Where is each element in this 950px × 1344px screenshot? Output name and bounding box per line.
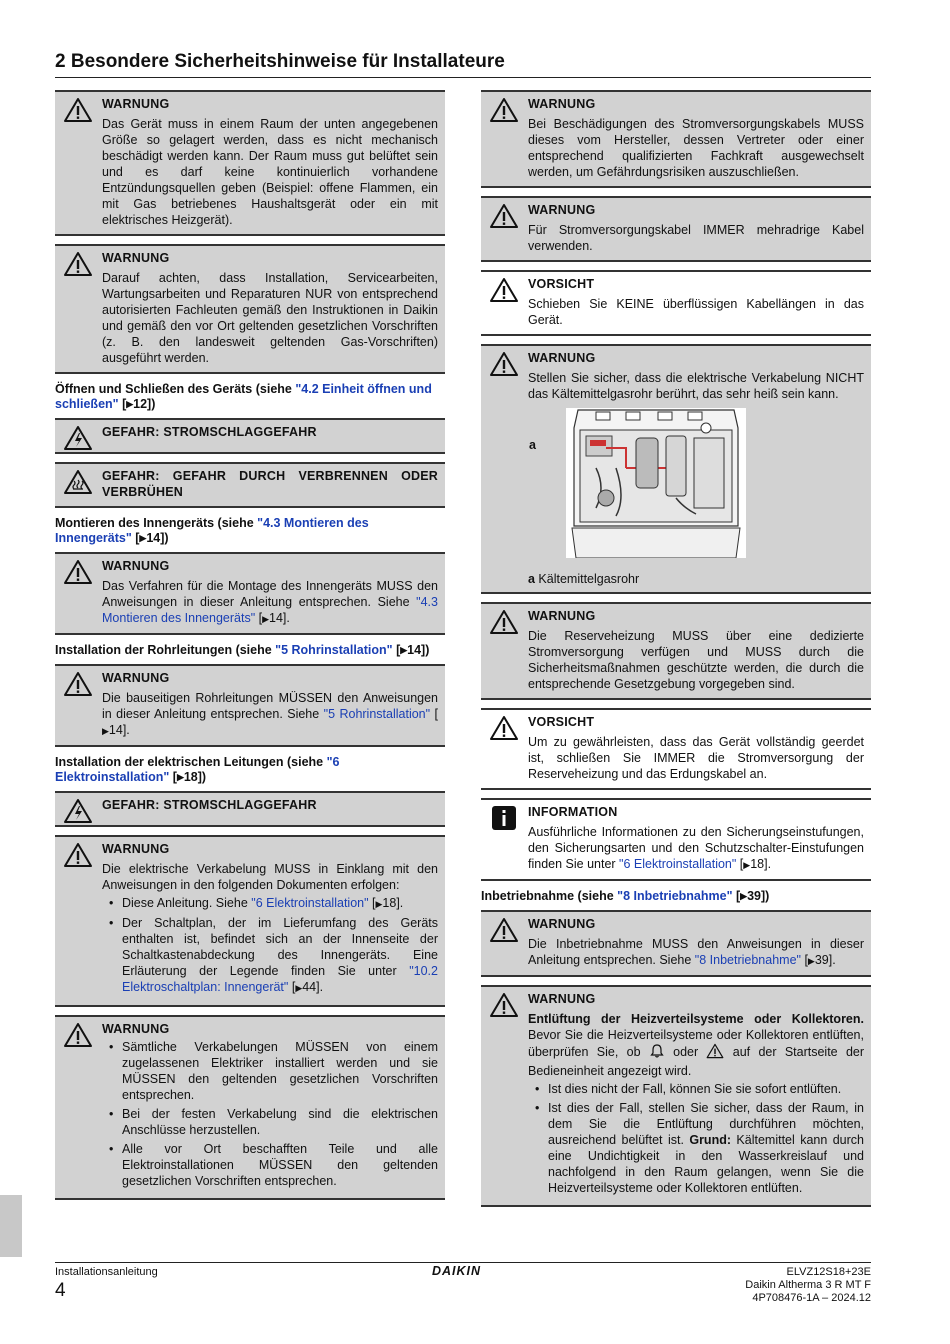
page-number: 4 (55, 1280, 66, 1301)
information-icon (489, 805, 519, 831)
warning-text: Die elektrische Verkabelung MUSS in Einklang mit den Anweisungen in den folgenden Dokumenten erfolgen: (102, 862, 438, 893)
warning-icon (489, 609, 519, 635)
figure-label: a (529, 438, 536, 452)
list-item: • Ist dies nicht der Fall, können Sie sie sofort entlüften. (548, 1081, 864, 1097)
warning-box (481, 985, 871, 1207)
danger-heading: GEFAHR: GEFAHR DURCH VERBRENNEN ODER VERBRÜHEN (102, 469, 438, 500)
figure-caption: a Kältemittelgasrohr (528, 572, 640, 586)
caution-heading: VORSICHT (528, 277, 595, 291)
section-heading-commissioning: Inbetriebnahme (siehe "8 Inbetriebnahme" [▶39]) (481, 888, 770, 903)
footer-document-info (745, 1266, 871, 1305)
footer-product: Daikin Altherma 3 R MT F (745, 1279, 871, 1291)
bullet-list (102, 1039, 438, 1189)
page-ref-icon: ▶ (262, 614, 270, 625)
page-ref-icon: ▶ (295, 982, 303, 993)
electric-shock-icon (63, 798, 93, 824)
warning-icon (63, 1022, 93, 1048)
electric-shock-icon (63, 425, 93, 451)
warning-icon (489, 917, 519, 943)
warning-icon (63, 671, 93, 697)
warning-icon (63, 251, 93, 277)
section-heading-electrical: Installation der elektrischen Leitungen (siehe "6 Elektroinstallation" [▶18]) (55, 755, 340, 785)
warning-icon (489, 992, 519, 1018)
danger-heading: GEFAHR: STROMSCHLAGGEFAHR (102, 425, 317, 440)
list-item: • Ist dies der Fall, stellen Sie sicher, dass der Raum, in dem Sie die Entlüftung durchführen möchten, ausreichend belüftet ist. Grund: Kältemittel kann durch eine Undichtigkeit in den Wasserkreislauf und nachfolgend in den Raum gelangen, wenn Sie die Heizverteilsysteme oder Kollektoren entlüften. (548, 1100, 864, 1196)
warning-box (55, 244, 445, 374)
warning-text: Die Inbetriebnahme MUSS den Anweisungen in dieser Anleitung entsprechen. Siehe "8 Inbetriebnahme" [▶39]. (528, 936, 864, 967)
link-electrical[interactable]: "6 Elektroinstallation" (619, 857, 737, 871)
link-commissioning[interactable]: "8 Inbetriebnahme" (694, 952, 801, 967)
warning-icon (63, 842, 93, 868)
warning-heading: WARNUNG (102, 559, 170, 574)
information-text: Ausführliche Informationen zu den Sicherungseinstufungen, den Sicherungsarten und den Schutzschalter-Einstufungen finden Sie unter "6 Elektroinstallation" [▶18]. (528, 825, 864, 871)
link-wiring-diagram[interactable]: "10.2 Elektroschaltplan: Innengerät" (122, 963, 438, 994)
warning-box (481, 90, 871, 188)
page-ref-icon: ▶ (400, 645, 408, 656)
danger-box (55, 462, 445, 508)
section-heading-piping: Installation der Rohrleitungen (siehe "5 Rohrinstallation" [▶14]) (55, 643, 430, 658)
caution-text: Schieben Sie KEINE überflüssigen Kabellängen in das Gerät. (528, 297, 864, 327)
left-column (55, 90, 445, 1208)
link-piping[interactable]: "5 Rohrinstallation" (275, 643, 393, 658)
footer-divider (55, 1262, 871, 1263)
list-item: • Bei der festen Verkabelung sind die elektrischen Anschlüsse herzustellen. (122, 1106, 438, 1138)
page-ref-icon: ▶ (375, 898, 383, 909)
warning-icon (489, 97, 519, 123)
warning-box (481, 196, 871, 262)
warning-icon (63, 97, 93, 123)
list-item: • Der Schaltplan, der im Lieferumfang des Geräts enthalten ist, befindet sich an der Innenseite der Schaltkastenabdeckung des Innengeräts. Eine Erläuterung der Legende finden Sie unter "10.2 Elektroschaltplan: Innengerät" [▶44]. (122, 915, 438, 996)
footer-doc-type: Installationsanleitung (55, 1266, 158, 1278)
list-item: • Alle vor Ort beschafften Teile und alle Elektroinstallationen MÜSSEN den geltenden gesetzlichen Vorschriften entsprechen. (122, 1141, 438, 1189)
warning-text: Die Reserveheizung MUSS über eine dedizierte Stromversorgung verfügen und MUSS durch die Sicherheitsmaßnahmen geschützte werden, die durch die entsprechende Gesetzgebung vorgegeben sind. (528, 629, 864, 691)
warning-heading: WARNUNG (528, 351, 596, 365)
caution-icon (489, 277, 519, 303)
warning-heading: WARNUNG (528, 916, 596, 931)
link-commissioning[interactable]: "8 Inbetriebnahme" (617, 888, 733, 903)
warning-heading: WARNUNG (102, 1021, 170, 1036)
warning-text: Das Verfahren für die Montage des Innengeräts MUSS den Anweisungen in dieser Anleitung entsprechen. Siehe "4.3 Montieren des Innengeräts" [▶14]. (102, 579, 438, 626)
unit-figure (528, 408, 864, 568)
page-ref-icon: ▶ (126, 399, 134, 410)
link-open-close[interactable]: "4.2 Einheit öffnen und schließen" (55, 382, 432, 411)
warning-box (481, 602, 871, 700)
warning-box (55, 90, 445, 236)
warning-text: Stellen Sie sicher, dass die elektrische Verkabelung NICHT das Kältemittelgasrohr berührt, das sehr heiß sein kann. (528, 371, 864, 401)
warning-heading: WARNUNG (528, 97, 596, 111)
warning-box (481, 910, 871, 977)
page-ref-icon: ▶ (102, 726, 109, 737)
warning-icon (489, 351, 519, 377)
warning-text: Das Gerät muss in einem Raum der unten angegebenen Größe so gelagert werden, dass es nicht mechanisch beschädigt werden kann. Der Raum muss gut belüftet sein und es darf keine kontinuierlich vorhandene Entzündungsquellen geben (Beispiel: offene Flammen, ein mit Gas betriebenes Haushaltsgerät oder ein mit elektrisches Heizgerät). (102, 117, 438, 227)
caution-box (481, 708, 871, 790)
link-electrical[interactable]: "6 Elektroinstallation" (251, 896, 369, 911)
caution-icon (489, 715, 519, 741)
warning-box (481, 344, 871, 594)
warning-icon (63, 559, 93, 585)
caution-text: Um zu gewährleisten, dass das Gerät vollständig geerdet ist, schließen Sie IMMER die Stromversorgung der Reserveheizung und das Erdungskabel an. (528, 735, 864, 781)
danger-box (55, 791, 445, 827)
bell-icon (649, 1043, 665, 1063)
information-heading: INFORMATION (528, 805, 618, 819)
warning-text: Entlüftung der Heizverteilsysteme oder Kollektoren. Bevor Sie die Heizverteilsysteme oder Kollektoren entlüften, überprüfen Sie, ob oder auf der Startseite der Bedieneinheit angezeigt wird. (528, 1011, 865, 1078)
bullet-list (528, 1081, 864, 1196)
page-ref-icon: ▶ (743, 859, 751, 870)
page-ref-icon: ▶ (176, 772, 184, 783)
warning-text: Für Stromversorgungskabel IMMER mehradrige Kabel verwenden. (528, 223, 864, 253)
link-mount[interactable]: "4.3 Montieren des Innengeräts" (102, 595, 438, 626)
page-ref-icon: ▶ (139, 533, 147, 544)
section-heading-mount: Montieren des Innengeräts (siehe "4.3 Montieren des Innengeräts" [▶14]) (55, 516, 369, 546)
warning-box (55, 664, 445, 747)
warning-box (55, 835, 445, 1006)
caution-box (481, 270, 871, 336)
caution-heading: VORSICHT (528, 715, 595, 729)
warning-heading: WARNUNG (528, 203, 596, 217)
brand-logo: DAIKIN (432, 1264, 482, 1278)
hot-surface-icon (63, 469, 93, 495)
right-column (481, 90, 871, 1215)
warning-text: Darauf achten, dass Installation, Servicearbeiten, Wartungsarbeiten und Reparaturen NUR von entsprechend autorisierten Fachleuten gemäß den Instruktionen in Daikin und gemäß den vor Ort geltenden gesetzlichen Vorschriften (z. B. den landesweit geltenden Gas-Vorschriften) ausgeführt werden. (102, 271, 438, 365)
warning-box (55, 552, 445, 635)
warning-heading: WARNUNG (102, 251, 170, 265)
warning-box (55, 1015, 445, 1200)
danger-box (55, 418, 445, 454)
page-ref-icon: ▶ (740, 890, 748, 901)
footer-model: ELVZ12S18+23E (786, 1266, 871, 1278)
link-piping[interactable]: "5 Rohrinstallation" (323, 707, 431, 722)
danger-heading: GEFAHR: STROMSCHLAGGEFAHR (102, 798, 317, 813)
page-ref-icon: ▶ (807, 955, 815, 966)
bullet-list (102, 895, 438, 995)
warning-icon (489, 203, 519, 229)
refrigerant-pipe-illustration (566, 408, 746, 558)
link-electrical[interactable]: "6 Elektroinstallation" (55, 755, 340, 785)
warning-text: Die bauseitigen Rohrleitungen MÜSSEN den Anweisungen in dieser Anleitung entsprechen. Siehe "5 Rohrinstallation" [▶14]. (102, 691, 438, 738)
list-item: • Diese Anleitung. Siehe "6 Elektroinstallation" [▶18]. (122, 895, 438, 912)
warning-heading: WARNUNG (528, 991, 596, 1006)
information-box (481, 798, 871, 881)
page-title: 2 Besondere Sicherheitshinweise für Installateure (55, 51, 871, 78)
warning-heading: WARNUNG (102, 671, 170, 686)
section-heading-open-close: Öffnen und Schließen des Geräts (siehe "4.2 Einheit öffnen und schließen" [▶12]) (55, 382, 432, 411)
warning-heading: WARNUNG (528, 609, 596, 623)
warning-text: Bei Beschädigungen des Stromversorgungskabels MUSS dieses vom Hersteller, dessen Vertreter oder einer entsprechend qualifizierten Fachkraft ausgewechselt werden, um Gefährdungsrisiken auszuschließen. (528, 117, 864, 179)
link-mount[interactable]: "4.3 Montieren des Innengeräts" (55, 516, 369, 546)
footer-doc-code: 4P708476-1A – 2024.12 (752, 1292, 871, 1304)
warning-icon (706, 1043, 724, 1063)
list-item: • Sämtliche Verkabelungen MÜSSEN von einem zugelassenen Elektriker installiert werden und sie MÜSSEN den geltenden gesetzlichen Vorschriften entsprechen. (122, 1039, 438, 1103)
warning-heading: WARNUNG (102, 842, 170, 857)
warning-heading: WARNUNG (102, 97, 170, 111)
chapter-tab (0, 1195, 22, 1257)
